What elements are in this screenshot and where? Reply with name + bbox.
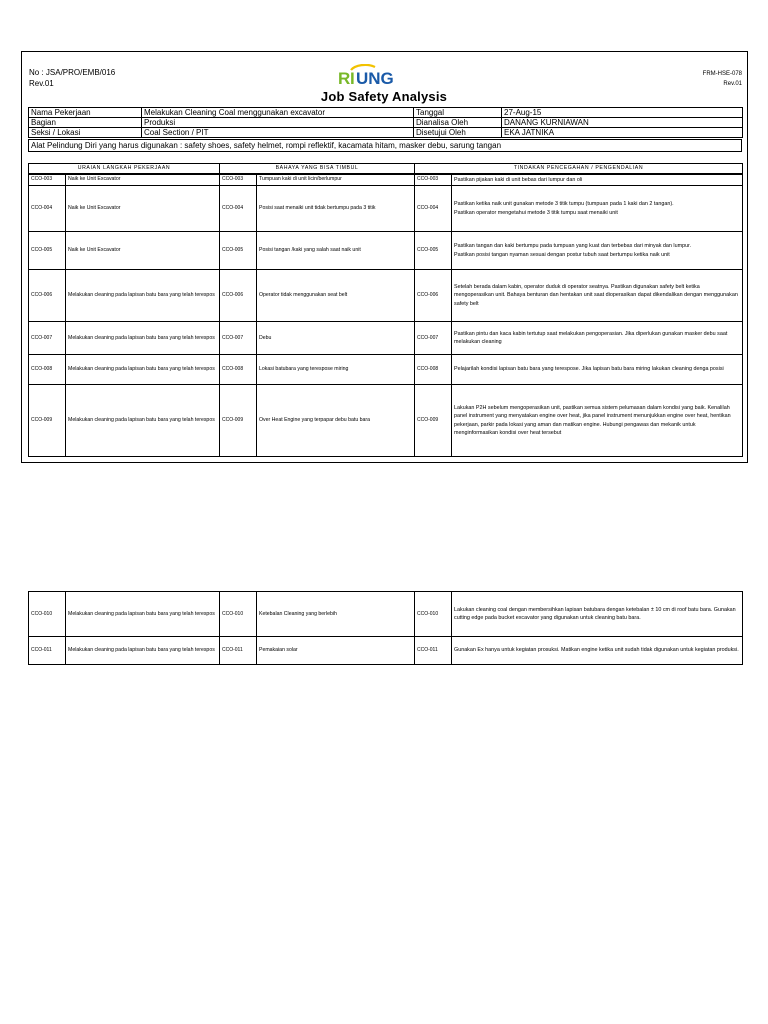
control-text: Pelajarilah kondisi lapisan batu bara yang terespose. Jika lapisan batu bara miring lakukan cleaning denga posisi: [452, 355, 743, 385]
control-code: CCO-003: [415, 174, 452, 186]
hazard-text: Debu: [257, 322, 415, 355]
control-text: Gunakan Ex hanya untuk kegiatan prosuksi. Matikan engine ketika unit sudah tidak digunakan untuk kegiatan produksi.: [452, 637, 743, 665]
table-row: [29, 592, 743, 637]
control-text: Pastikan pintu dan kaca kabin tertutup saat melakukan pengoperasian. Jika diperlukan gunakan masker debu saat melakukan cleaning: [452, 322, 743, 355]
value-analyzed-by: DANANG KURNIAWAN: [502, 118, 743, 128]
hazard-text: Operator tidak menggunakan seat belt: [257, 270, 415, 322]
doc-number: No : JSA/PRO/EMB/016: [29, 68, 116, 77]
hazard-code: CCO-008: [220, 355, 257, 385]
label-approved-by: Disetujui Oleh: [414, 128, 502, 138]
hazard-text: Ketebalan Cleaning yang berlebih: [257, 592, 415, 637]
control-text: Pastikan tangan dan kaki bertumpu pada tumpuan yang kuat dan terbebas dari minyak dan lumpur. Pastikan posisi tangan nyaman sesuai dengan postur tubuh saat bertumpu ketika naik unit: [452, 232, 743, 270]
table-header-row: [29, 164, 743, 174]
hazard-text: Pemakaian solar: [257, 637, 415, 665]
value-approved-by: EKA JATNIKA: [502, 128, 743, 138]
control-code: CCO-010: [415, 592, 452, 637]
form-revision: Rev.01: [723, 81, 742, 87]
value-job-name: Melakukan Cleaning Coal menggunakan excavator: [142, 108, 414, 118]
hazard-text: Lokasi batubara yang terespose miring: [257, 355, 415, 385]
label-analyzed-by: Dianalisa Oleh: [414, 118, 502, 128]
hazard-code: CCO-004: [220, 186, 257, 232]
control-code: CCO-008: [415, 355, 452, 385]
table-row: [29, 232, 743, 270]
table-row: [29, 355, 743, 385]
hazard-code: CCO-011: [220, 637, 257, 665]
jsa-table: [28, 163, 743, 457]
header-controls: TINDAKAN PENCEGAHAN / PENGENDALIAN: [415, 164, 743, 174]
label-job-name: Nama Pekerjaan: [29, 108, 142, 118]
step-text: Melakukan cleaning pada lapisan batu bara yang telah terespos: [66, 592, 220, 637]
step-code: CCO-011: [29, 637, 66, 665]
label-department: Bagian: [29, 118, 142, 128]
hazard-code: CCO-010: [220, 592, 257, 637]
svg-text:UNG: UNG: [356, 69, 394, 88]
step-code: CCO-005: [29, 232, 66, 270]
step-text: Melakukan cleaning pada lapisan batu bara yang telah terespos: [66, 385, 220, 457]
hazard-text: Over Heat Engine yang terpapar debu batu bara: [257, 385, 415, 457]
control-code: CCO-007: [415, 322, 452, 355]
control-code: CCO-009: [415, 385, 452, 457]
step-code: CCO-003: [29, 174, 66, 186]
header-steps: URAIAN LANGKAH PEKERJAAN: [29, 164, 220, 174]
control-code: CCO-006: [415, 270, 452, 322]
hazard-code: CCO-007: [220, 322, 257, 355]
control-text: Pastikan ketika naik unit gunakan metode 3 titik tumpu (tumpuan pada 1 kaki dan 2 tangan). Pastikan operator mengetahui metode 3 titik tumpu saat menaiki unit: [452, 186, 743, 232]
step-text: Naik ke Unit Excavator: [66, 186, 220, 232]
svg-text:R: R: [338, 69, 351, 88]
control-text: Lakukan cleaning coal dengan membersihkan lapisan batubara dengan ketebalan ± 10 cm di roof batu bara. Gunakan cutting edge pada bucket excavator yang digunakan untuk cleaning batu bara.: [452, 592, 743, 637]
control-code: CCO-004: [415, 186, 452, 232]
step-code: CCO-007: [29, 322, 66, 355]
step-code: CCO-004: [29, 186, 66, 232]
value-department: Produksi: [142, 118, 414, 128]
hazard-text: Posisi saat menaiki unit tidak bertumpu pada 3 titik: [257, 186, 415, 232]
label-location: Seksi / Lokasi: [29, 128, 142, 138]
ppd-table: [28, 139, 742, 152]
step-code: CCO-010: [29, 592, 66, 637]
jsa-table-continued: [28, 591, 743, 665]
step-text: Melakukan cleaning pada lapisan batu bara yang telah terespos: [66, 322, 220, 355]
control-text: Setelah berada dalam kabin, operator duduk di operator seatnya. Pastikan digunakan safety belt ketika mengoperasikan unit. Bahaya benturan dan hentakan unit saat dioperasikan dapat dikendalikan dengan menggunakan safety belt: [452, 270, 743, 322]
control-text: Pastikan pijakan kaki di unit bebas dari lumpur dan oli: [452, 174, 743, 186]
step-text: Naik ke Unit Excavator: [66, 232, 220, 270]
label-date: Tanggal: [414, 108, 502, 118]
control-code: CCO-005: [415, 232, 452, 270]
control-code: CCO-011: [415, 637, 452, 665]
hazard-text: Posisi tangan /kaki yang salah saat naik unit: [257, 232, 415, 270]
step-text: Melakukan cleaning pada lapisan batu bara yang telah terespos: [66, 270, 220, 322]
ppe-requirements: Alat Pelindung Diri yang harus digunakan : safety shoes, safety helmet, rompi reflektif, kacamata hitam, masker debu, sarung tangan: [29, 140, 742, 152]
info-row-job: [29, 108, 743, 118]
table-row: [29, 186, 743, 232]
hazard-code: CCO-009: [220, 385, 257, 457]
doc-revision: Rev.01: [29, 79, 54, 88]
table-row: [29, 174, 743, 186]
hazard-code: CCO-006: [220, 270, 257, 322]
value-date: 27-Aug-15: [502, 108, 743, 118]
step-text: Melakukan cleaning pada lapisan batu bara yang telah terespos: [66, 355, 220, 385]
riung-logo: [337, 64, 395, 88]
step-text: Melakukan cleaning pada lapisan batu bara yang telah terespos: [66, 637, 220, 665]
document-title: Job Safety Analysis: [320, 89, 448, 104]
header-hazards: BAHAYA YANG BISA TIMBUL: [220, 164, 415, 174]
info-row-location: [29, 128, 743, 138]
form-number: FRM-HSE-078: [702, 71, 742, 77]
info-row-section: [29, 118, 743, 128]
control-text: Lakukan P2H sebelum mengoperasikan unit, pastikan semua sistem pelumasan dalam kondisi yang baik. Kenalilah panel instrument yang menyatakan engine over heat, jika panel instrument menunjukkan engine over heat, hentikan pekerjaan, parkir pada lokasi yang aman dan matikan engine. Hubungi pengawas dan mekanik untuk menginformasikan kondisi over heat tersebut: [452, 385, 743, 457]
table-row: [29, 322, 743, 355]
step-code: CCO-006: [29, 270, 66, 322]
hazard-code: CCO-005: [220, 232, 257, 270]
hazard-text: Tumpuan kaki di unit licin/berlumpur: [257, 174, 415, 186]
step-code: CCO-009: [29, 385, 66, 457]
table-row: [29, 385, 743, 457]
step-text: Naik ke Unit Excavator: [66, 174, 220, 186]
hazard-code: CCO-003: [220, 174, 257, 186]
table-row: [29, 637, 743, 665]
svg-text:I: I: [350, 69, 355, 88]
value-location: Coal Section / PIT: [142, 128, 414, 138]
step-code: CCO-008: [29, 355, 66, 385]
table-row: [29, 270, 743, 322]
info-table: [28, 107, 743, 138]
